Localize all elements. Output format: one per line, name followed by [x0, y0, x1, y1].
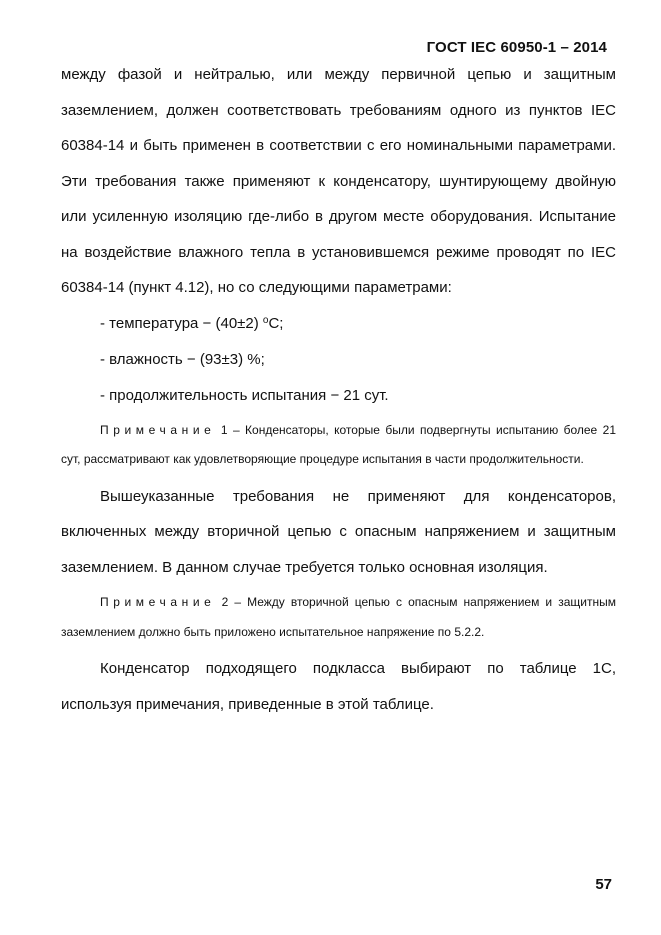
temperature-text: - температура − (40±2) [100, 314, 263, 332]
document-header: ГОСТ IEC 60950-1 – 2014 [426, 39, 607, 56]
note-1-text: 1 – Конденсаторы, которые были подвергнуты испытанию более 21 сут, рассматривают как удовлетворяющие процедуре испытания в части продолжительности. [61, 422, 616, 466]
note-1-label: Примечание [100, 422, 216, 437]
page-number: 57 [595, 876, 612, 893]
page-body [61, 57, 616, 722]
list-item-humidity: - влажность − (93±3) %; [100, 350, 265, 368]
note-2-text: 2 – Между вторичной цепью с опасным напряжением и защитным заземлением должно быть приложено испытательное напряжение по 5.2.2. [61, 595, 616, 639]
paragraph-subclass-selection: Конденсатор подходящего подкласса выбирают по таблице 1С, используя примечания, приведенные в этой таблице. [61, 660, 616, 713]
list-item-duration: - продолжительность испытания − 21 сут. [100, 386, 389, 404]
list-item-temperature [61, 306, 616, 342]
note-2 [61, 588, 616, 647]
note-2-label: Примечание [100, 595, 216, 609]
note-1 [61, 416, 616, 475]
paragraph-capacitor-requirements: между фазой и нейтралью, или между первичной цепью и защитным заземлением, должен соответствовать требованиям одного из пунктов IEC 60384-14 и быть применен в соответствии с его номинальными параметрами. Эти требования также применяют к конденсатору, шунтирующему двойную или усиленную изоляцию где-либо в другом месте оборудования. Испытание на воздействие влажного тепла в установившемся режиме проводят по IEC 60384-14 (пункт 4.12), но со следующими параметрами: [61, 66, 616, 296]
temperature-unit: C; [268, 314, 284, 332]
paragraph-secondary-circuit: Вышеуказанные требования не применяют для конденсаторов, включенных между вторичной цепью с опасным напряжением и защитным заземлением. В данном случае требуется только основная изоляция. [61, 487, 616, 576]
degree-sign: o [262, 314, 269, 326]
